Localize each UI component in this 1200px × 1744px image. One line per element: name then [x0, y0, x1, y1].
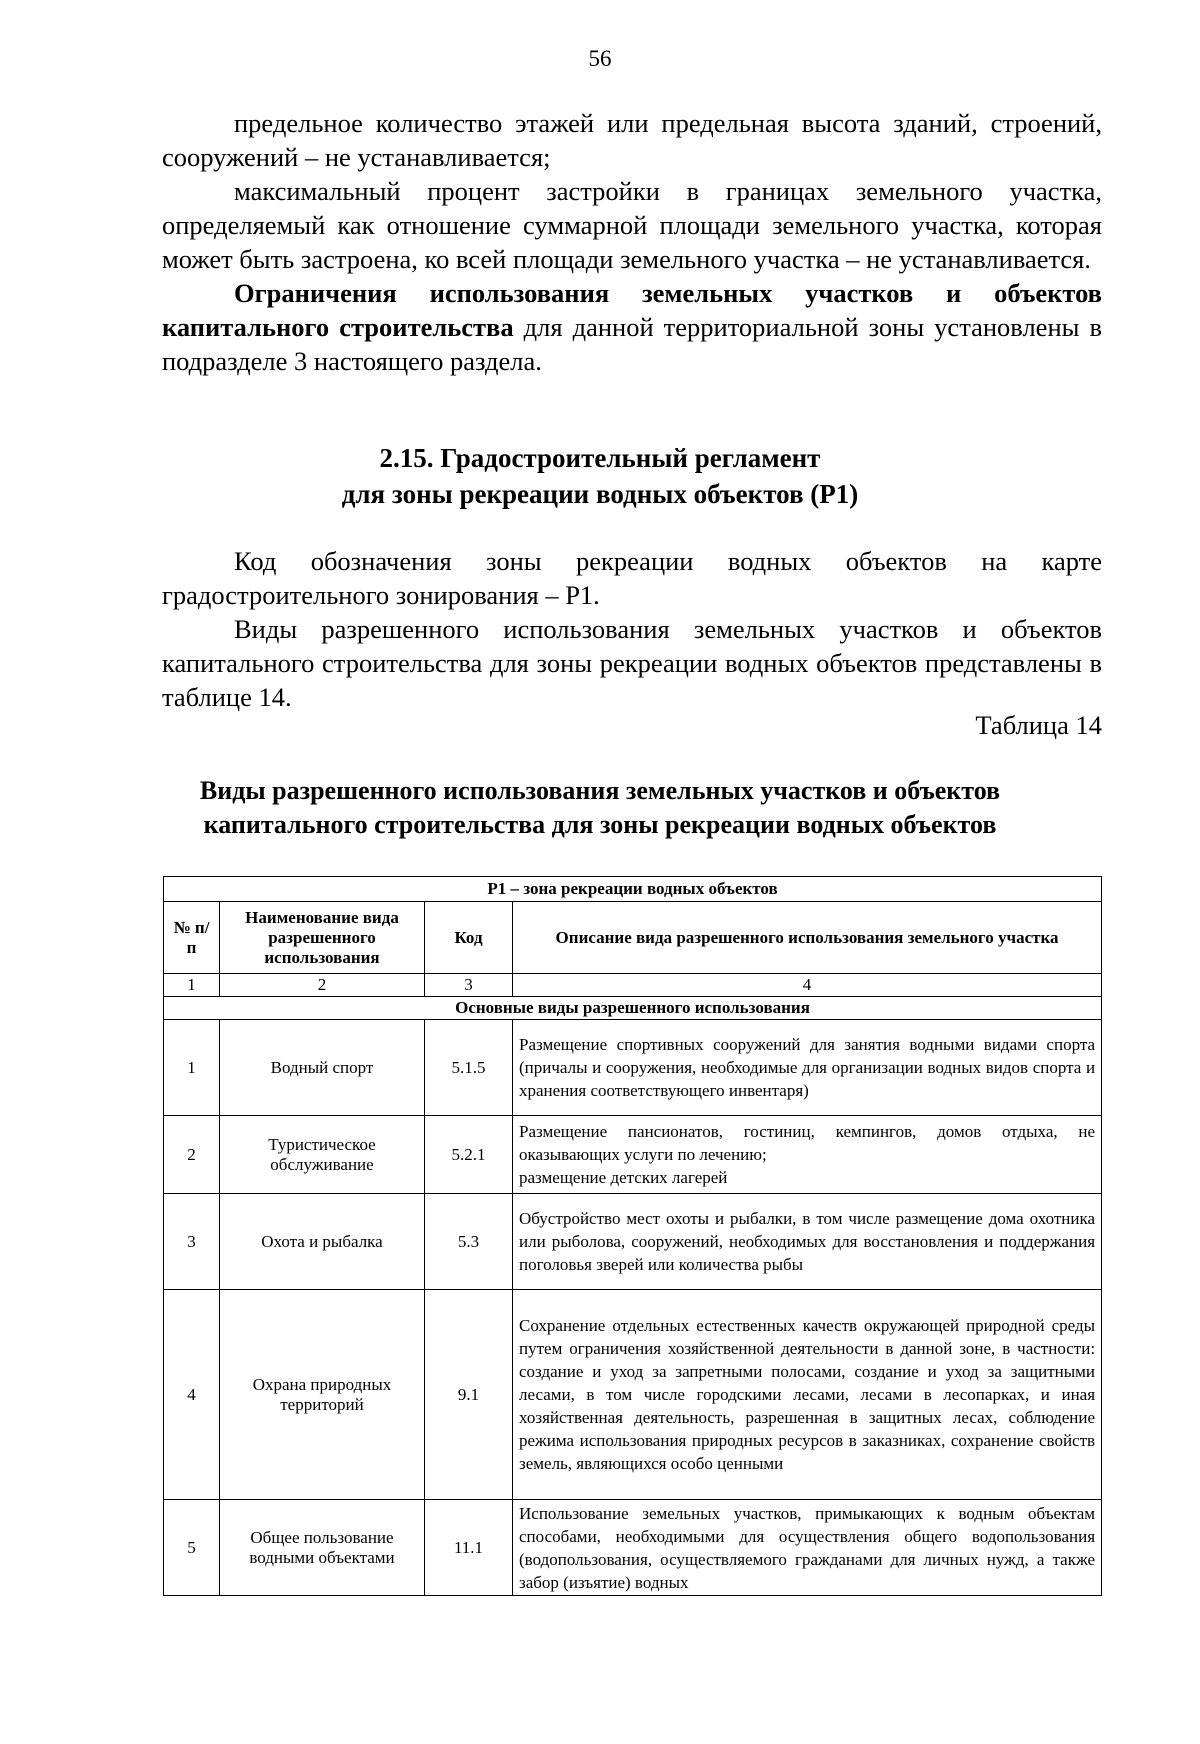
group-title: Основные виды разрешенного использования [164, 997, 1102, 1020]
permitted-use-table [163, 876, 1102, 1596]
page-number: 56 [588, 46, 612, 71]
row-num: 2 [164, 1116, 220, 1194]
zone-header: Р1 – зона рекреации водных объектов [164, 877, 1102, 902]
table-title-line2: капитального строительства для зоны рекреации водных объектов [203, 810, 997, 839]
row-desc: Обустройство мест охоты и рыбалки, в том числе размещение дома охотника или рыболова, сооружений, необходимых для восстановления и поддержания поголовья зверей или количества рыбы [513, 1194, 1102, 1290]
row-num: 1 [164, 1020, 220, 1116]
paragraph-zone-code: Код обозначения зоны рекреации водных объектов на карте градостроительного зонирования – Р1. [162, 546, 1102, 610]
row-code: 5.1.5 [425, 1020, 513, 1116]
paragraph-restrictions [162, 276, 1102, 378]
header-code: Код [425, 902, 513, 974]
row-name: Охрана природных территорий [220, 1290, 425, 1500]
header-desc: Описание вида разрешенного использования земельного участка [513, 902, 1102, 974]
row-code: 5.2.1 [425, 1116, 513, 1194]
row-code: 5.3 [425, 1194, 513, 1290]
row-num: 3 [164, 1194, 220, 1290]
section-title [0, 440, 1200, 512]
table-title [0, 774, 1200, 842]
zone-header-row [164, 877, 1102, 902]
column-number: 4 [513, 974, 1102, 997]
header-name: Наименование вида разрешенного использования [220, 902, 425, 974]
row-code: 11.1 [425, 1500, 513, 1596]
column-number: 1 [164, 974, 220, 997]
column-number: 2 [220, 974, 425, 997]
column-number: 3 [425, 974, 513, 997]
group-row [164, 997, 1102, 1020]
paragraph-building-percent: максимальный процент застройки в границах земельного участка, определяемый как отношение суммарной площади земельного участка, которая может быть застроена, ко всей площади земельного участка – не устанавливается. [162, 176, 1102, 274]
table-row [164, 1290, 1102, 1500]
paragraph-table-reference: Виды разрешенного использования земельных участков и объектов капитального строительства для зоны рекреации водных объектов представлены в таблице 14. [162, 614, 1102, 712]
paragraph-floors: предельное количество этажей или предельная высота зданий, строений, сооружений – не устанавливается; [162, 108, 1102, 172]
row-desc: Размещение пансионатов, гостиниц, кемпингов, домов отдыха, не оказывающих услуги по лечению; размещение детских лагерей [513, 1116, 1102, 1194]
section-title-line2: для зоны рекреации водных объектов (Р1) [341, 479, 859, 509]
column-header-row [164, 902, 1102, 974]
section-title-line1: 2.15. Градостроительный регламент [379, 443, 821, 473]
row-name: Туристическое обслуживание [220, 1116, 425, 1194]
row-num: 5 [164, 1500, 220, 1596]
table-row [164, 1116, 1102, 1194]
row-num: 4 [164, 1290, 220, 1500]
header-num: № п/п [164, 902, 220, 974]
table-row [164, 1194, 1102, 1290]
table-label: Таблица 14 [975, 710, 1102, 740]
row-name: Охота и рыбалка [220, 1194, 425, 1290]
row-name: Общее пользование водными объектами [220, 1500, 425, 1596]
row-desc: Использование земельных участков, примыкающих к водным объектам способами, необходимыми для осуществления общего водопользования (водопользования, осуществляемого гражданами для личных нужд, а также забор (изъятие) водных [513, 1500, 1102, 1596]
row-code: 9.1 [425, 1290, 513, 1500]
intro-text [162, 544, 1102, 714]
column-number-row [164, 974, 1102, 997]
row-desc: Сохранение отдельных естественных качеств окружающей природной среды путем ограничения хозяйственной деятельности в данной зоне, в частности: создание и уход за запретными полосами, создание и уход за защитными лесами, в том числе городскими лесами, лесами в лесопарках, и иная хозяйственная деятельность, разрешенная в защитных лесах, соблюдение режима использования природных ресурсов в заказниках, сохранение свойств земель, являющихся особо ценными [513, 1290, 1102, 1500]
table-row [164, 1020, 1102, 1116]
restrictions-bold-text: Ограничения использования земельных участков и объектов капитального строительства [162, 278, 1102, 342]
restrictions-rest-text: для данной территориальной зоны установлены в подразделе 3 настоящего раздела. [162, 312, 1102, 376]
table-row [164, 1500, 1102, 1596]
row-name: Водный спорт [220, 1020, 425, 1116]
row-desc: Размещение спортивных сооружений для занятия водными видами спорта (причалы и сооружения, необходимые для организации водных видов спорта и хранения соответствующего инвентаря) [513, 1020, 1102, 1116]
body-text [162, 106, 1102, 378]
table-title-line1: Виды разрешенного использования земельных участков и объектов [199, 776, 1001, 805]
